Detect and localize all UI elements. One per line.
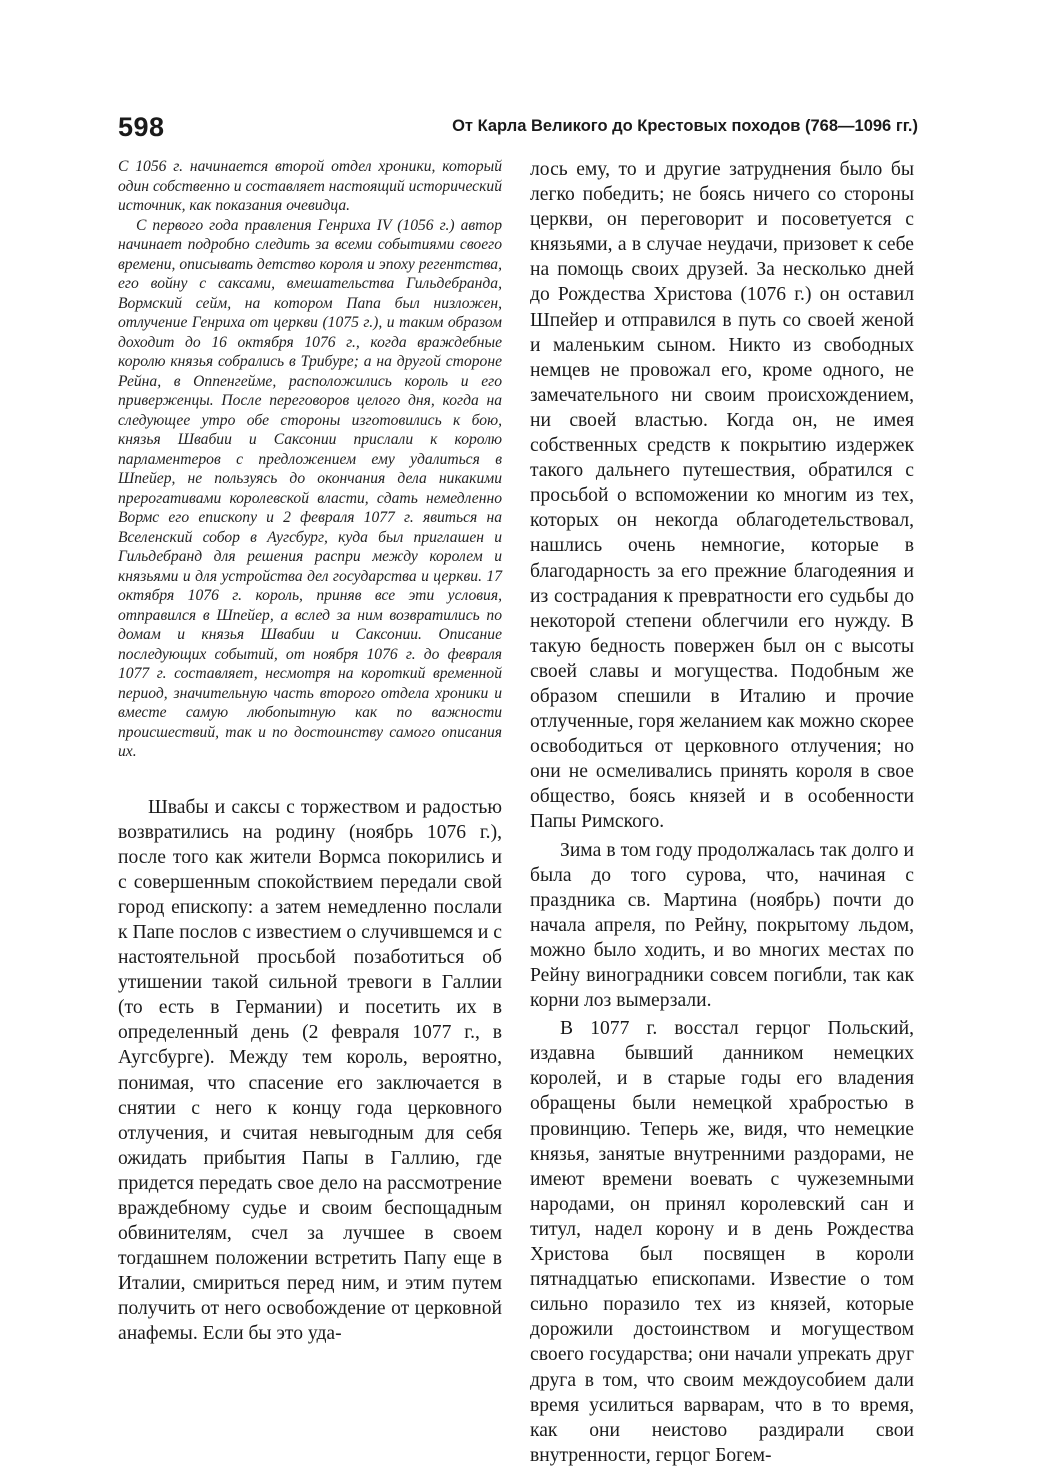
body-paragraph: лось ему, то и другие затруднения было бы легко победить; не боясь ничего со стороны церкви, он переговорит и посоветуется с князьями, а в случае неудачи, призовет к себе на помощь своих друзей. За несколько дней до Рождества Христова (1076 г.) он оставил Шпейер и отправился в путь со своей женой и маленьким сыном. Никто из свободных немцев не провожал его, кроме одного, не замечательного ни своим происхождением, ни своей властью. Когда он, не имея собственных средств к покрытию издержек такого дальнего путешествия, обратился с просьбой о вспоможении ко многим из тех, которых он некогда облагодетельствовал, нашлись очень немногие, которые в благодарность за его прежние благодеяния и из сострадания к превратности его судьбы до некоторой степени облегчили его нужду. В такую бедность повержен был он с высоты своей славы и могущества. Подобным же образом спешили в Италию и прочие отлученные, горя желанием как можно скорее освободиться от церковного отлучения; но они не осмеливались принять короля в свое общество, боясь князей и в особенности Папы Римского. <box>530 159 914 833</box>
page-number: 598 <box>118 112 165 142</box>
body-paragraph: Швабы и саксы с торжеством и радостью возвратились на родину (ноябрь 1076 г.), после того как жители Вормса покорились и с совершенным спокойствием передали свой город епископу: а затем немедленно послали к Папе послов с известием о случившемся и с настоятельной просьбой позаботиться об утишении такой сильной тревоги в Галлии (то есть в Германии) и посетить их в определенный день (2 февраля 1077 г., в Аугсбурге). Между тем король, вероятно, понимая, что спасение его заключается в снятии с него к концу года церковного отлучения, и считая невыгодным для себя ожидать прибытия Папы в Галлию, где придется передать свое дело на рассмотрение враждебному судье и своим беспощадным обвинителям, счел за лучшее в своем тогдашнем положении встретить Папу еще в Италии, смириться перед ним, и этим путем получить от него освобождение от церковной анафемы. Если бы это уда- <box>118 796 502 1345</box>
body-paragraph: Зима в том году продолжалась так долго и была до того сурова, что, начиная с праздника св. Мартина (ноябрь) почти до начала апреля, по Рейну, покрытому льдом, можно было ходить, и во многих местах по Рейну виноградники совсем погибли, так как корни лоз вымерзали. <box>530 839 914 1012</box>
right-body-text <box>530 157 914 1468</box>
left-column <box>118 157 502 1347</box>
right-column <box>530 157 914 1468</box>
page-header <box>118 112 918 146</box>
italic-note <box>118 157 502 762</box>
note-paragraph: С 1056 г. начинается второй отдел хроники, который один собственно и составляет настоящий исторический источник, как показания очевидца. <box>118 158 502 214</box>
note-paragraph: С первого года правления Генриха IV (1056 г.) автор начинает подробно следить за всеми событиями своего времени, описывать детство короля и эпоху регентства, его войну с саксами, вмешательства Гильдебранда, Вормский сейм, на котором Папа был низложен, отлучение Генриха от церкви (1075 г.), и таким образом доходит до 16 октября 1076 г., когда враждебные королю князья собрались в Трибуре; а на другой стороне Рейна, в Оппенгейме, расположились король и его приверженцы. После переговоров целого дня, когда на следующее утро обе стороны изготовились к бою, князья Швабии и Саксонии прислали к королю парламентеров с предложением ему удалиться в Шпейер, не пользуясь до окончания дела никакими прерогативами королевской власти, сдать немедленно Вормс его епископу и 2 февраля 1077 г. явиться на Вселенский собор в Аугсбург, куда был приглашен и Гильдебранд для решения распри между королем и князьями и для устройства дел государства и церкви. 17 октября 1076 г. король, приняв все эти условия, отправился в Шпейер, а вслед за ним возвратились по домам и князья Швабии и Саксонии. Описание последующих событий, от ноября 1076 г. до февраля 1077 г. составляет, несмотря на короткий временной период, значительную часть второго отдела хроники и вместе самую любопытную как по важности происшествий, так и по достоинству самого описания их. <box>118 216 502 760</box>
left-body-text <box>118 795 502 1347</box>
running-title: От Карла Великого до Крестовых походов (768—1096 гг.) <box>452 117 918 135</box>
body-paragraph: В 1077 г. восстал герцог Польский, издавна бывший данником немецких королей, и в старые годы его владения обращены были немецкой храбростью в провинцию. Теперь же, видя, что немецкие князья, занятые внутренними раздорами, не имеют времени воевать с чужеземными народами, он принял королевский сан и титул, надел корону и в день Рождества Христова был посвящен в короли пятнадцатью епископами. Известие о том сильно поразило тех из князей, которые дорожили достоинством и могуществом своего государства; они начали упрекать друг друга в том, что своим междоусобием дали время усилиться варварам, что в то время, как они неистово раздирали свои внутренности, герцог Богем- <box>530 1018 914 1466</box>
